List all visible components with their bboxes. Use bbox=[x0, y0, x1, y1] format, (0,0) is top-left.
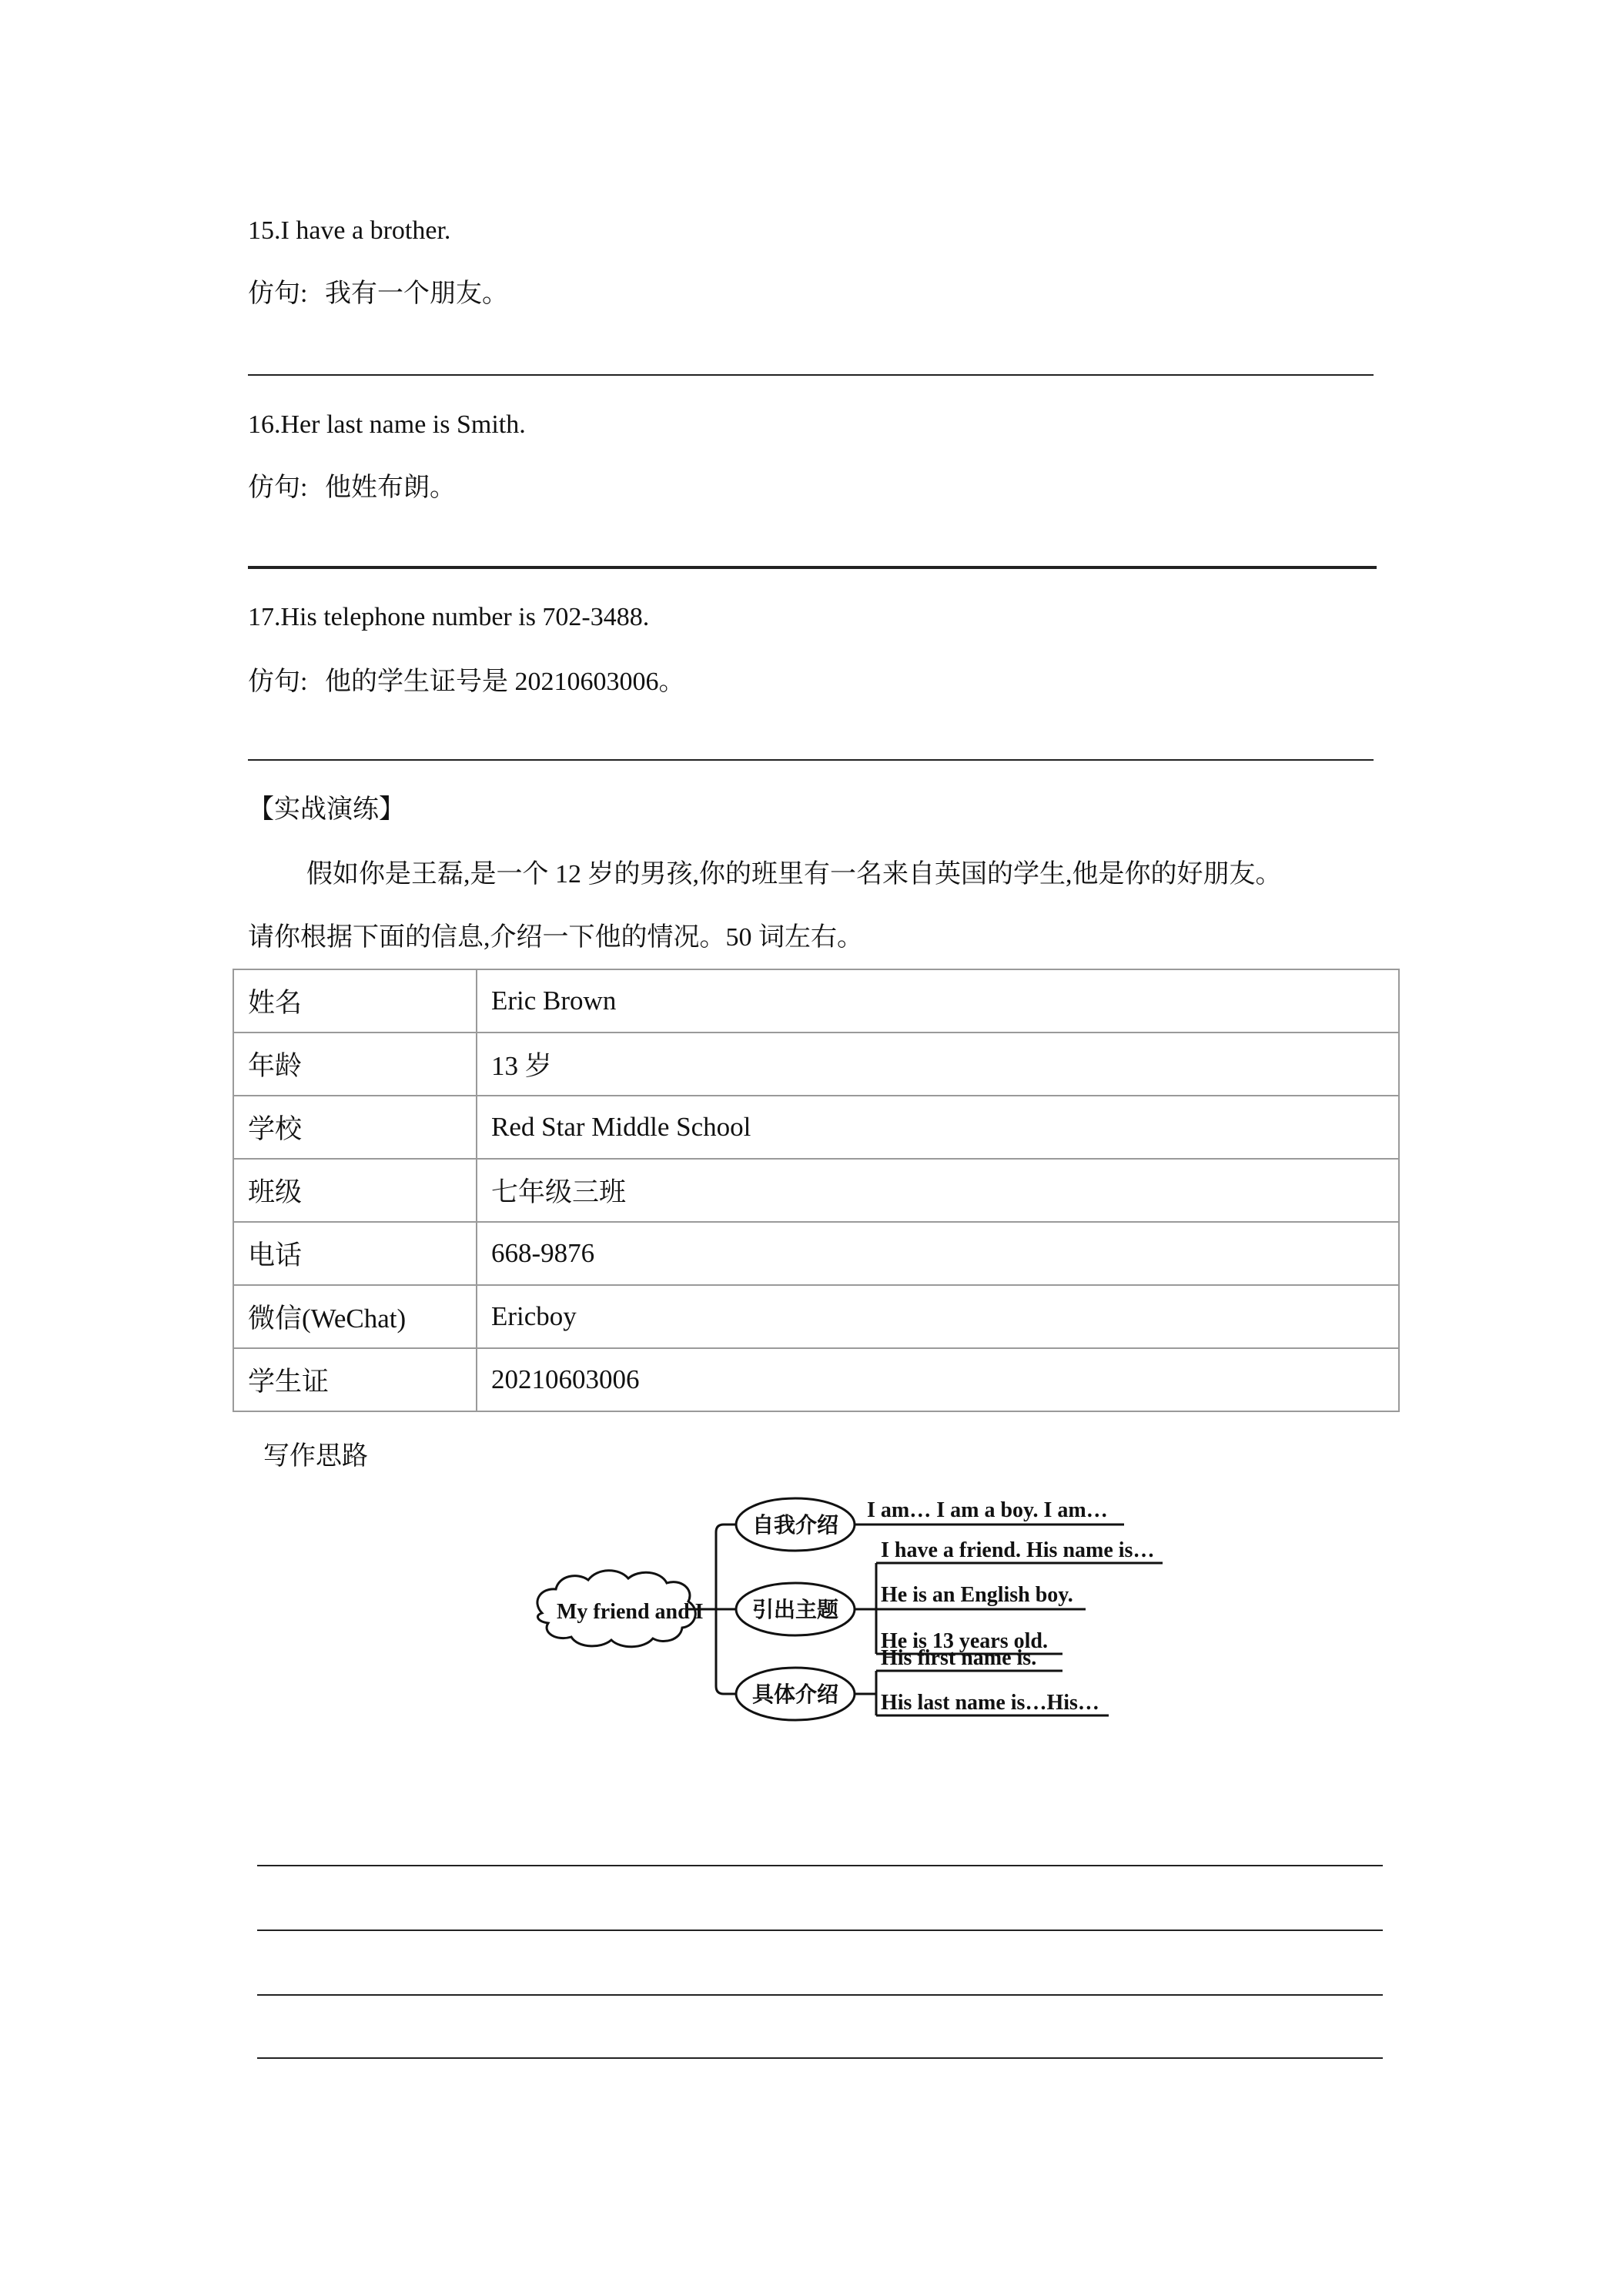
question-16-imitate bbox=[248, 471, 456, 505]
table-value: 七年级三班 bbox=[477, 1159, 1399, 1222]
branch-label-1: 自我介绍 bbox=[751, 1514, 839, 1538]
table-row bbox=[233, 1348, 1399, 1411]
branch-2-line-2: He is an English boy. bbox=[881, 1583, 1073, 1607]
practice-heading: 【实战演练】 bbox=[248, 795, 405, 824]
table-row bbox=[233, 1285, 1399, 1348]
branch-2-line-1: I have a friend. His name is… bbox=[881, 1538, 1155, 1562]
branch-3-line-1: His first name is. bbox=[881, 1646, 1037, 1670]
imitate-label: 仿句: bbox=[248, 474, 308, 502]
imitate-label: 仿句: bbox=[248, 279, 308, 308]
table-row bbox=[233, 969, 1399, 1033]
imitate-prompt: 我有一个朋友。 bbox=[324, 279, 508, 308]
answer-line-16[interactable] bbox=[248, 566, 1377, 569]
imitate-prompt: 他的学生证号是 20210603006。 bbox=[324, 668, 685, 696]
branch-label-3: 具体介绍 bbox=[751, 1683, 839, 1707]
mind-map bbox=[524, 1486, 1170, 1748]
writing-tips-heading: 写作思路 bbox=[263, 1442, 368, 1471]
table-value: 668-9876 bbox=[477, 1222, 1399, 1285]
question-16-sentence: 16.Her last name is Smith. bbox=[248, 410, 526, 439]
table-key: 电话 bbox=[233, 1222, 477, 1285]
table-key: 班级 bbox=[233, 1159, 477, 1222]
table-value: 13 岁 bbox=[477, 1033, 1399, 1096]
table-key: 年龄 bbox=[233, 1033, 477, 1096]
imitate-label: 仿句: bbox=[248, 668, 308, 696]
branch-3-line-2: His last name is…His… bbox=[881, 1691, 1099, 1715]
writing-answer-line[interactable] bbox=[257, 2057, 1383, 2059]
table-value: Red Star Middle School bbox=[477, 1096, 1399, 1159]
writing-answer-line[interactable] bbox=[257, 1930, 1383, 1931]
question-17-imitate bbox=[248, 665, 684, 699]
answer-line-17[interactable] bbox=[248, 759, 1374, 761]
table-row bbox=[233, 1159, 1399, 1222]
imitate-prompt: 他姓布朗。 bbox=[324, 474, 456, 502]
table-key: 微信(WeChat) bbox=[233, 1285, 477, 1348]
practice-instruction-line2: 请你根据下面的信息,介绍一下他的情况。50 词左右。 bbox=[248, 923, 863, 952]
question-17-sentence: 17.His telephone number is 702-3488. bbox=[248, 603, 650, 631]
mind-map-center: My friend and I bbox=[557, 1600, 704, 1624]
answer-line-15[interactable] bbox=[248, 374, 1374, 376]
branch-2-line-3: He is 13 years old. bbox=[881, 1629, 1048, 1653]
writing-answer-line[interactable] bbox=[257, 1994, 1383, 1996]
table-value: 20210603006 bbox=[477, 1348, 1399, 1411]
table-key: 姓名 bbox=[233, 969, 477, 1033]
practice-instruction-line1: 假如你是王磊,是一个 12 岁的男孩,你的班里有一名来自英国的学生,他是你的好朋友。 bbox=[306, 860, 1282, 889]
table-row bbox=[233, 1096, 1399, 1159]
table-key: 学校 bbox=[233, 1096, 477, 1159]
table-key: 学生证 bbox=[233, 1348, 477, 1411]
question-15-imitate bbox=[248, 277, 508, 311]
writing-answer-line[interactable] bbox=[257, 1865, 1383, 1866]
table-row bbox=[233, 1222, 1399, 1285]
question-15-sentence: 15.I have a brother. bbox=[248, 216, 451, 245]
info-table bbox=[233, 969, 1400, 1412]
table-row bbox=[233, 1033, 1399, 1096]
branch-label-2: 引出主题 bbox=[751, 1598, 839, 1622]
branch-1-line-1: I am… I am a boy. I am… bbox=[867, 1498, 1108, 1522]
table-value: Ericboy bbox=[477, 1285, 1399, 1348]
table-value: Eric Brown bbox=[477, 969, 1399, 1033]
